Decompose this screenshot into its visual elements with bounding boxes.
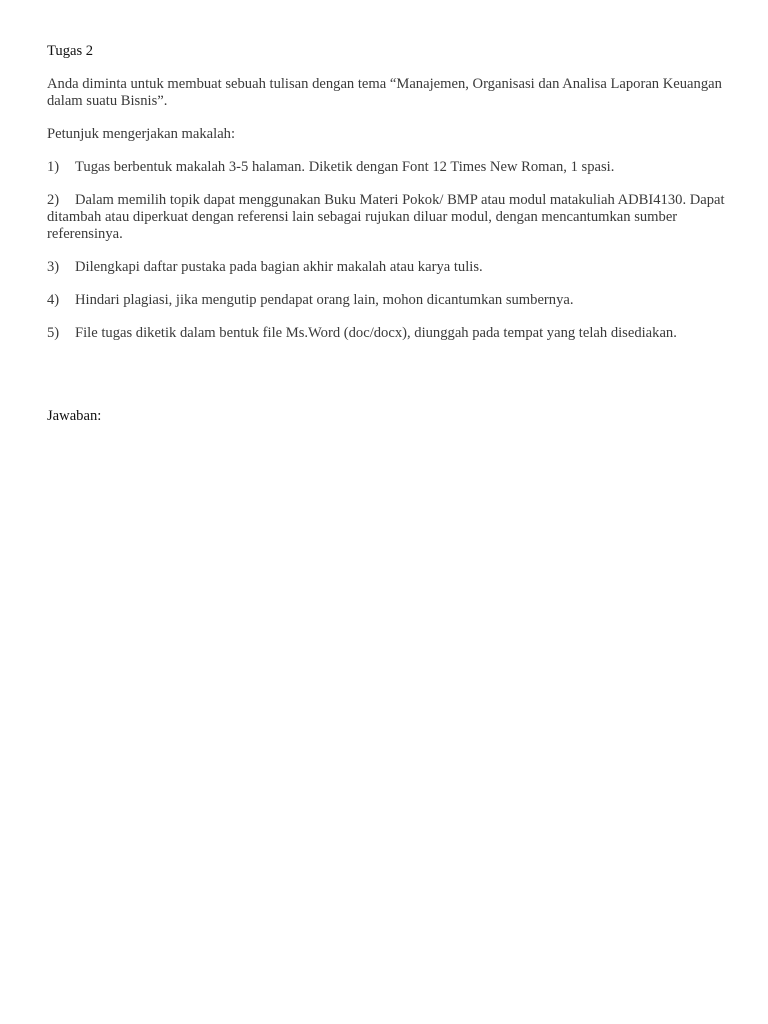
list-item	[47, 325, 727, 342]
list-item	[47, 259, 727, 276]
list-item-text: Dilengkapi daftar pustaka pada bagian akhir makalah atau karya tulis.	[75, 259, 483, 275]
instructions-heading: Petunjuk mengerjakan makalah:	[47, 126, 236, 142]
list-item-text: Hindari plagiasi, jika mengutip pendapat orang lain, mohon dicantumkan sumbernya.	[75, 292, 574, 308]
document-page	[47, 43, 727, 439]
list-item-number: 1)	[47, 159, 60, 175]
list-item-text: Dalam memilih topik dapat menggunakan Buku Materi Pokok/ BMP atau modul matakuliah ADBI4130. Dapat ditambah atau diperkuat dengan referensi lain sebagai rujukan diluar modul, dengan mencantumkan sumber referensinya.	[47, 192, 725, 242]
list-item-number: 5)	[47, 325, 60, 341]
list-item	[47, 292, 727, 309]
document-title: Tugas 2	[47, 43, 94, 59]
list-item	[47, 192, 727, 243]
list-item	[47, 159, 727, 176]
answer-label: Jawaban:	[47, 407, 102, 424]
list-item-number: 2)	[47, 192, 60, 208]
spacer	[47, 358, 727, 393]
list-item-text: Tugas berbentuk makalah 3-5 halaman. Diketik dengan Font 12 Times New Roman, 1 spasi.	[75, 159, 615, 175]
list-item-text: File tugas diketik dalam bentuk file Ms.Word (doc/docx), diunggah pada tempat yang telah disediakan.	[75, 325, 677, 341]
intro-paragraph: Anda diminta untuk membuat sebuah tulisan dengan tema “Manajemen, Organisasi dan Analisa Laporan Keuangan dalam suatu Bisnis”.	[47, 76, 722, 109]
list-item-number: 3)	[47, 259, 60, 275]
list-item-number: 4)	[47, 292, 60, 308]
